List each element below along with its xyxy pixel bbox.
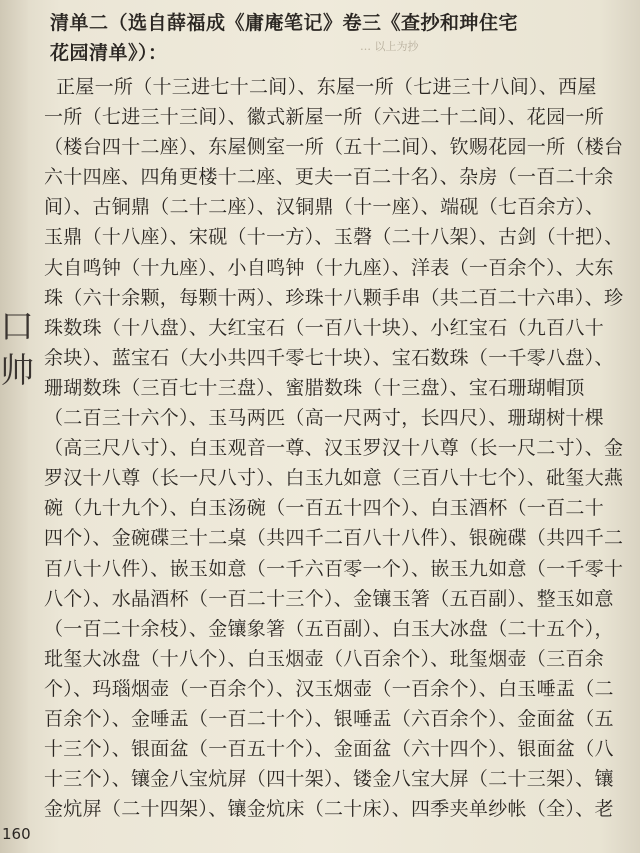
body-line: （二百三十六个）、玉马两匹（高一尺两寸，长四尺）、珊瑚树十棵 xyxy=(44,407,605,430)
body-line: 六十四座、四角更楼十二座、更夫一百二十名）、杂房（一百二十余 xyxy=(44,166,614,189)
facing-page-edge xyxy=(0,0,34,853)
page-content xyxy=(44,8,624,824)
body-line: 四个）、金碗碟三十二桌（共四千二百八十八件）、银碗碟（共四千二 xyxy=(44,527,624,550)
body-line: 珊瑚数珠（三百七十三盘）、蜜腊数珠（十三盘）、宝石珊瑚帽顶 xyxy=(44,376,585,399)
body-line: 玉鼎（十八座）、宋砚（十一方）、玉磬（二十八架）、古剑（十把）、 xyxy=(44,226,624,249)
heading-line: 花园清单》）： xyxy=(50,42,168,64)
body-line: 余块）、蓝宝石（大小共四千零七十块）、宝石数珠（一千零八盘）、 xyxy=(44,346,614,369)
heading-line: 清单二（选自薛福成《庸庵笔记》卷三《查抄和珅住宅 xyxy=(50,12,519,34)
body-line: 金炕屏（二十四架）、镶金炕床（二十床）、四季夹单纱帐（全）、老 xyxy=(44,798,614,821)
margin-glyph: 帅 xyxy=(0,351,34,391)
body-line: 一所（七进三十三间）、徽式新屋一所（六进二十二间）、花园一所 xyxy=(44,106,605,129)
body-line: 正屋一所（十三进七十二间）、东屋一所（七进三十八间）、西屋 xyxy=(56,76,597,98)
body-line: 玭玺大冰盘（十八个）、白玉烟壶（八百余个）、玭玺烟壶（三百余 xyxy=(44,647,605,670)
body-line: 大自鸣钟（十九座）、小自鸣钟（十九座）、洋表（一百余个）、大东 xyxy=(44,256,614,279)
body-line: （一百二十余枝）、金镶象箸（五百副）、白玉大冰盘（二十五个）， xyxy=(44,617,614,640)
body-line: 珠数珠（十八盘）、大红宝石（一百八十块）、小红宝石（九百八十 xyxy=(44,316,605,339)
page-number: 160 xyxy=(2,825,31,843)
section-heading xyxy=(50,8,604,68)
body-line: 十三个）、镶金八宝炕屏（四十架）、镂金八宝大屏（二十三架）、镶 xyxy=(44,768,614,791)
facing-page-glyphs xyxy=(0,305,34,393)
body-line: 罗汉十八尊（长一尺八寸）、白玉九如意（三百八十七个）、砒玺大燕 xyxy=(44,467,624,490)
body-line: 个）、玛瑙烟壶（一百余个）、汉玉烟壶（一百余个）、白玉唾盂（二 xyxy=(44,677,614,700)
body-line: 间）、古铜鼎（二十二座）、汉铜鼎（十一座）、端砚（七百余方）、 xyxy=(44,196,605,219)
margin-glyph: 口 xyxy=(0,307,34,347)
body-line: 百八十八件）、嵌玉如意（一千六百零一个）、嵌玉九如意（一千零十 xyxy=(44,557,624,580)
body-line: 百余个）、金唾盂（一百二十个）、银唾盂（六百余个）、金面盆（五 xyxy=(44,707,614,730)
body-line: 十三个）、银面盆（一百五十个）、金面盆（六十四个）、银面盆（八 xyxy=(44,738,614,761)
body-line: （高三尺八寸）、白玉观音一尊、汉玉罗汉十八尊（长一尺二寸）、金 xyxy=(44,437,624,460)
body-line: 珠（六十余颗，每颗十两）、珍珠十八颗手串（共二百二十六串）、珍 xyxy=(44,286,624,309)
body-line: 八个）、水晶酒杯（一百二十三个）、金镶玉箸（五百副）、整玉如意 xyxy=(44,587,614,610)
body-text xyxy=(44,72,624,824)
body-line: （楼台四十二座）、东屋侧室一所（五十二间）、钦赐花园一所（楼台 xyxy=(44,136,624,159)
bleed-through-text: … 以上为抄 xyxy=(360,40,419,53)
body-line: 碗（九十九个）、白玉汤碗（一百五十四个）、白玉酒杯（一百二十 xyxy=(44,497,605,520)
